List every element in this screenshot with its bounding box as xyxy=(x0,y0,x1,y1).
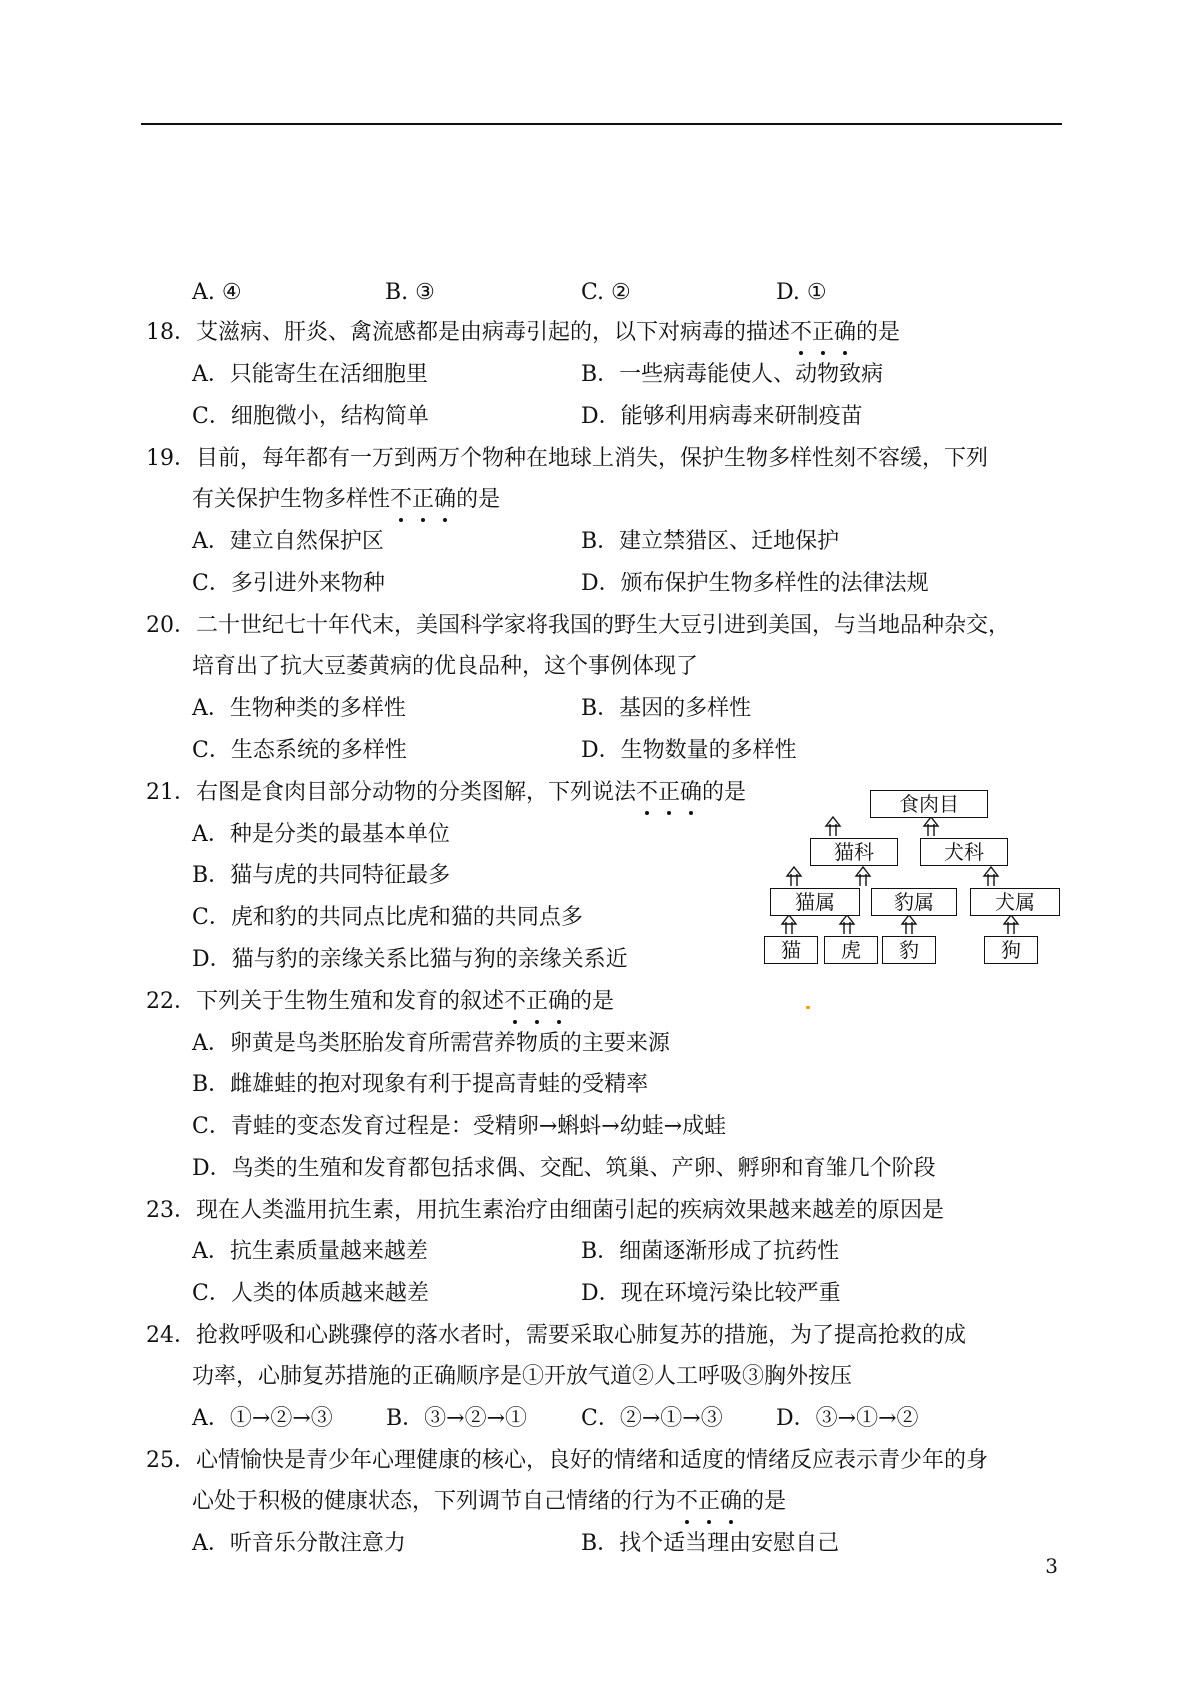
q18-stem: 18．艾滋病、肝炎、禽流感都是由病毒引起的，以下对病毒的描述不正确的是 xyxy=(146,318,900,348)
q17-option-b: B. ③ xyxy=(385,280,435,305)
q20-option-d: D．生物数量的多样性 xyxy=(581,738,797,763)
q17-option-c: C. ② xyxy=(581,280,631,305)
q23-option-c: C．人类的体质越来越差 xyxy=(192,1281,429,1306)
q20-stem-line1: 20．二十世纪七十年代末，美国科学家将我国的野生大豆引进到美国，与当地品种杂交， xyxy=(146,613,1010,638)
emphasis-char: 确 xyxy=(680,778,702,808)
q21-option-c: C．虎和豹的共同点比虎和猫的共同点多 xyxy=(192,905,583,930)
node-family-dog: 犬科 xyxy=(920,838,1008,866)
q21-stem: 21．右图是食肉目部分动物的分类图解，下列说法不正确的是 xyxy=(146,778,746,808)
q22-option-d: D．鸟类的生殖和发育都包括求偶、交配、筑巢、产卵、孵卵和育雏几个阶段 xyxy=(192,1156,936,1181)
emphasis-char: 正 xyxy=(698,1487,720,1517)
emphasis-char: 正 xyxy=(658,778,680,808)
q20-option-c: C．生态系统的多样性 xyxy=(192,738,407,763)
q20-option-a: A．生物种类的多样性 xyxy=(192,696,406,721)
node-genus-canis: 犬属 xyxy=(970,888,1060,916)
emphasis-char: 正 xyxy=(812,318,834,348)
q22-option-b: B．雌雄蛙的抱对现象有利于提高青蛙的受精率 xyxy=(192,1072,649,1097)
header-rule xyxy=(141,123,1062,125)
classification-diagram xyxy=(770,790,1100,980)
node-species-cat: 猫 xyxy=(764,936,818,964)
node-order: 食肉目 xyxy=(870,790,988,818)
q17-option-d: D. ① xyxy=(776,280,827,305)
q24-option-d: D．③→①→② xyxy=(776,1406,919,1431)
q18-option-b: B．一些病毒能使人、动物致病 xyxy=(581,362,884,387)
node-genus-panthera: 豹属 xyxy=(871,888,957,916)
q18-option-a: A．只能寄生在活细胞里 xyxy=(192,362,428,387)
emphasis-char: 确 xyxy=(548,987,570,1017)
emphasis-char: 不 xyxy=(676,1487,698,1517)
q25-option-b: B．找个适当理由安慰自己 xyxy=(581,1531,840,1556)
q19-option-d: D．颁布保护生物多样性的法律法规 xyxy=(581,571,929,596)
q24-option-c: C．②→①→③ xyxy=(581,1406,723,1431)
q25-option-a: A．听音乐分散注意力 xyxy=(192,1531,406,1556)
q22-stem: 22．下列关于生物生殖和发育的叙述不正确的是 xyxy=(146,987,614,1017)
q22-option-c: C．青蛙的变态发育过程是：受精卵→蝌蚪→幼蛙→成蛙 xyxy=(192,1114,727,1139)
node-family-cat: 猫科 xyxy=(810,838,898,866)
q19-option-c: C．多引进外来物种 xyxy=(192,571,385,596)
page-number: 3 xyxy=(1045,1554,1058,1578)
q17-option-a: A. ④ xyxy=(192,280,242,305)
emphasis-char: 正 xyxy=(412,485,434,515)
q18-option-c: C．细胞微小，结构简单 xyxy=(192,404,429,429)
node-species-tiger: 虎 xyxy=(824,936,878,964)
q18-option-d: D．能够利用病毒来研制疫苗 xyxy=(581,404,863,429)
node-species-leopard: 豹 xyxy=(882,936,936,964)
q21-option-b: B．猫与虎的共同特征最多 xyxy=(192,863,451,888)
emphasis-char: 确 xyxy=(434,485,456,515)
q24-option-a: A．①→②→③ xyxy=(192,1406,333,1431)
q23-option-d: D．现在环境污染比较严重 xyxy=(581,1281,841,1306)
stray-mark xyxy=(806,1006,810,1009)
node-genus-felis: 猫属 xyxy=(770,888,860,916)
q19-option-b: B．建立禁猎区、迁地保护 xyxy=(581,529,840,554)
emphasis-char: 不 xyxy=(390,485,412,515)
q24-stem-line2: 功率，心肺复苏措施的正确顺序是①开放气道②人工呼吸③胸外按压 xyxy=(192,1364,853,1389)
emphasis-char: 正 xyxy=(526,987,548,1017)
q21-option-d: D．猫与豹的亲缘关系比猫与狗的亲缘关系近 xyxy=(192,947,628,972)
q23-option-b: B．细菌逐渐形成了抗药性 xyxy=(581,1239,840,1264)
q19-option-a: A．建立自然保护区 xyxy=(192,529,384,554)
q24-option-b: B．③→②→① xyxy=(386,1406,528,1431)
q23-option-a: A．抗生素质量越来越差 xyxy=(192,1239,428,1264)
q19-stem-line1: 19．目前，每年都有一万到两万个物种在地球上消失，保护生物多样性刻不容缓，下列 xyxy=(146,446,988,471)
emphasis-char: 确 xyxy=(834,318,856,348)
emphasis-char: 不 xyxy=(636,778,658,808)
emphasis-char: 不 xyxy=(790,318,812,348)
q21-option-a: A．种是分类的最基本单位 xyxy=(192,822,450,847)
q20-stem-line2: 培育出了抗大豆萎黄病的优良品种，这个事例体现了 xyxy=(192,654,699,679)
emphasis-char: 不 xyxy=(504,987,526,1017)
node-species-dog: 狗 xyxy=(984,936,1038,964)
q25-stem-line2: 心处于积极的健康状态，下列调节自己情绪的行为不正确的是 xyxy=(192,1487,786,1517)
q25-stem-line1: 25．心情愉快是青少年心理健康的核心，良好的情绪和适度的情绪反应表示青少年的身 xyxy=(146,1448,988,1473)
q23-stem: 23．现在人类滥用抗生素，用抗生素治疗由细菌引起的疾病效果越来越差的原因是 xyxy=(146,1198,944,1223)
q22-option-a: A．卵黄是鸟类胚胎发育所需营养物质的主要来源 xyxy=(192,1031,670,1056)
q24-stem-line1: 24．抢救呼吸和心跳骤停的落水者时，需要采取心肺复苏的措施，为了提高抢救的成 xyxy=(146,1323,966,1348)
q19-stem-line2: 有关保护生物多样性不正确的是 xyxy=(192,485,500,515)
q20-option-b: B．基因的多样性 xyxy=(581,696,752,721)
emphasis-char: 确 xyxy=(720,1487,742,1517)
